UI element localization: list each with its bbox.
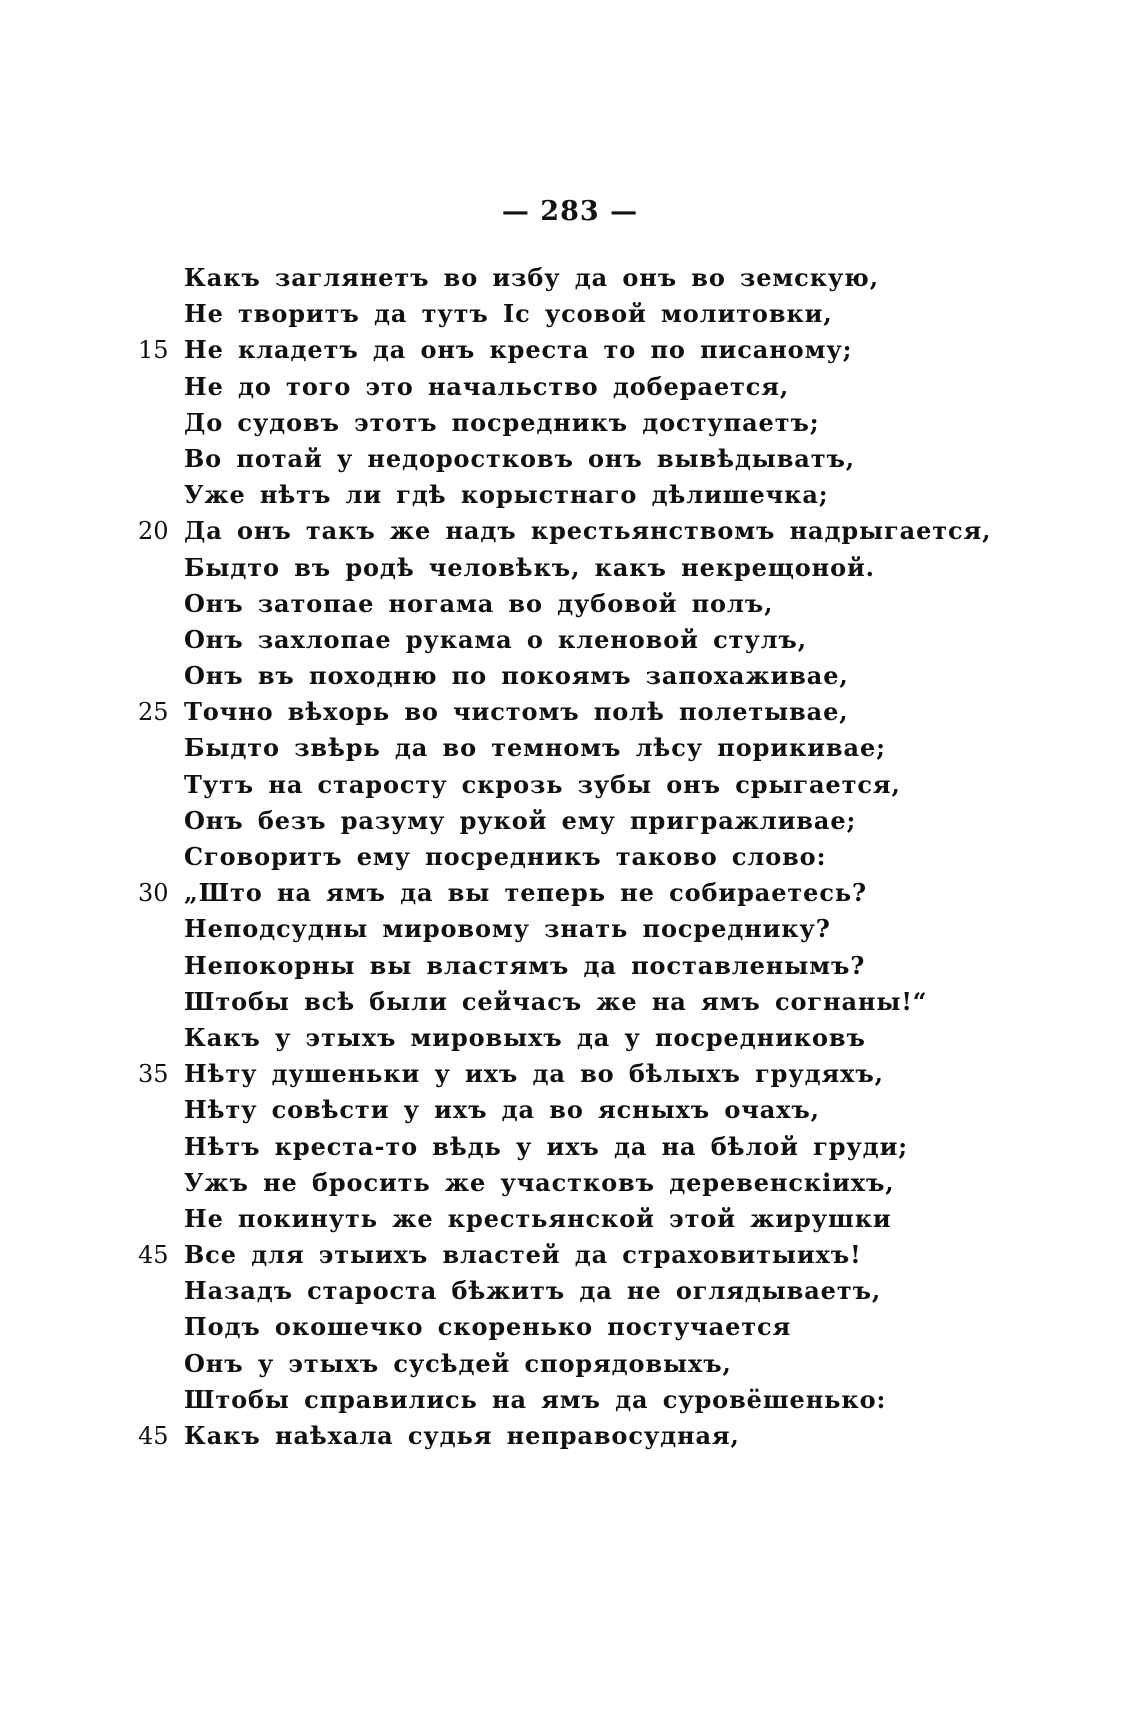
line-text: Нѣтъ креста-то вѣдь у ихъ да на бѣлой груди; — [184, 1131, 909, 1161]
line-text: Какъ у этыхъ мировыхъ да у посредниковъ — [184, 1022, 866, 1052]
line-text: Тутъ на старосту скрозь зубы онъ срыгается, — [184, 769, 901, 799]
line-number: 15 — [138, 336, 169, 365]
poem-line — [0, 1165, 1140, 1201]
poem-line — [0, 839, 1140, 875]
line-text: Подъ окошечко скоренько постучается — [184, 1312, 792, 1342]
line-number: 25 — [138, 698, 169, 727]
poem-line — [0, 803, 1140, 839]
line-text: Онъ въ походню по покоямъ запохаживае, — [184, 661, 849, 691]
poem-line — [0, 911, 1140, 947]
line-text: Какъ заглянетъ во избу да онъ во земскую, — [184, 263, 879, 292]
line-text: Быдто въ родѣ человѣкъ, какъ некрещоной. — [184, 552, 875, 582]
line-text: Сговоритъ ему посредникъ таково слово: — [184, 842, 827, 871]
poem-line — [0, 332, 1140, 368]
poem-line — [0, 658, 1140, 694]
poem-line — [0, 513, 1140, 549]
poem-line — [0, 1382, 1140, 1418]
line-text: Штобы справились на ямъ да суровёшенько: — [184, 1384, 887, 1414]
line-text: Онъ безъ разуму рукой ему пригражливае; — [184, 805, 857, 835]
poem-line — [0, 948, 1140, 984]
line-text: Неподсудны мировому знать посреднику? — [184, 914, 831, 944]
poem-line — [0, 441, 1140, 477]
line-text: Уже нѣтъ ли гдѣ корыстнаго дѣлишечка; — [184, 480, 829, 510]
poem-line — [0, 1309, 1140, 1345]
poem-text — [0, 260, 1140, 1454]
poem-line — [0, 622, 1140, 658]
poem-line — [0, 260, 1140, 296]
line-text: Назадъ староста бѣжитъ да не оглядываетъ, — [184, 1276, 882, 1306]
poem-line — [0, 767, 1140, 803]
poem-line — [0, 1273, 1140, 1309]
poem-line — [0, 1237, 1140, 1273]
poem-line — [0, 477, 1140, 513]
poem-line — [0, 405, 1140, 441]
poem-line — [0, 1020, 1140, 1056]
line-number: 30 — [138, 879, 169, 908]
line-text: Онъ затопае ногама во дубовой полъ, — [184, 588, 774, 618]
line-text: До судовъ этотъ посредникъ доступаетъ; — [184, 407, 820, 437]
poem-line — [0, 550, 1140, 586]
poem-line — [0, 1092, 1140, 1128]
line-text: Да онъ такъ же надъ крестьянствомъ надрыгается, — [184, 516, 992, 546]
line-text: Точно вѣхорь во чистомъ полѣ полетывае, — [184, 697, 849, 727]
line-text: Онъ захлопае рукама о кленовой стулъ, — [184, 624, 808, 654]
poem-line — [0, 1129, 1140, 1165]
line-text: Во потай у недоростковъ онъ вывѣдыватъ, — [184, 443, 856, 473]
line-text: Не кладетъ да онъ креста то по писаному; — [184, 335, 853, 365]
line-text: Нѣту душеньки у ихъ да во бѣлыхъ грудяхъ, — [184, 1059, 884, 1089]
line-text: Не творитъ да тутъ Іс усовой молитовки, — [184, 299, 833, 329]
line-text: Непокорны вы властямъ да поставленымъ? — [184, 950, 866, 980]
line-text: Не до того это начальство доберается, — [184, 371, 790, 401]
line-text: Нѣту совѣсти у ихъ да во ясныхъ очахъ, — [184, 1095, 820, 1125]
poem-line — [0, 694, 1140, 730]
line-text: „Што на ямъ да вы теперь не собираетесь? — [184, 878, 868, 908]
page-number: — 283 — — [501, 196, 639, 227]
line-text: Не покинуть же крестьянской этой жирушки — [184, 1203, 892, 1233]
line-text: Ужъ не бросить же участковъ деревенскіихъ, — [184, 1167, 895, 1197]
poem-line — [0, 1201, 1140, 1237]
line-text: Онъ у этыхъ сусѣдей спорядовыхъ, — [184, 1348, 732, 1378]
poem-line — [0, 1418, 1140, 1454]
poem-line — [0, 984, 1140, 1020]
line-number: 45 — [138, 1422, 169, 1450]
poem-line — [0, 875, 1140, 911]
line-number: 20 — [138, 517, 169, 546]
poem-line — [0, 730, 1140, 766]
poem-line — [0, 586, 1140, 622]
line-text: Штобы всѣ были сейчасъ же на ямъ согнаны!“ — [184, 986, 928, 1016]
line-number: 45 — [138, 1241, 169, 1270]
poem-line — [0, 296, 1140, 332]
line-text: Все для этыихъ властей да страховитыихъ! — [184, 1240, 862, 1270]
poem-line — [0, 1056, 1140, 1092]
line-text: Какъ наѣхала судья неправосудная, — [184, 1421, 740, 1450]
line-number: 35 — [138, 1060, 169, 1089]
line-text: Быдто звѣрь да во темномъ лѣсу порикивае; — [184, 733, 886, 763]
poem-line — [0, 1346, 1140, 1382]
poem-line — [0, 369, 1140, 405]
